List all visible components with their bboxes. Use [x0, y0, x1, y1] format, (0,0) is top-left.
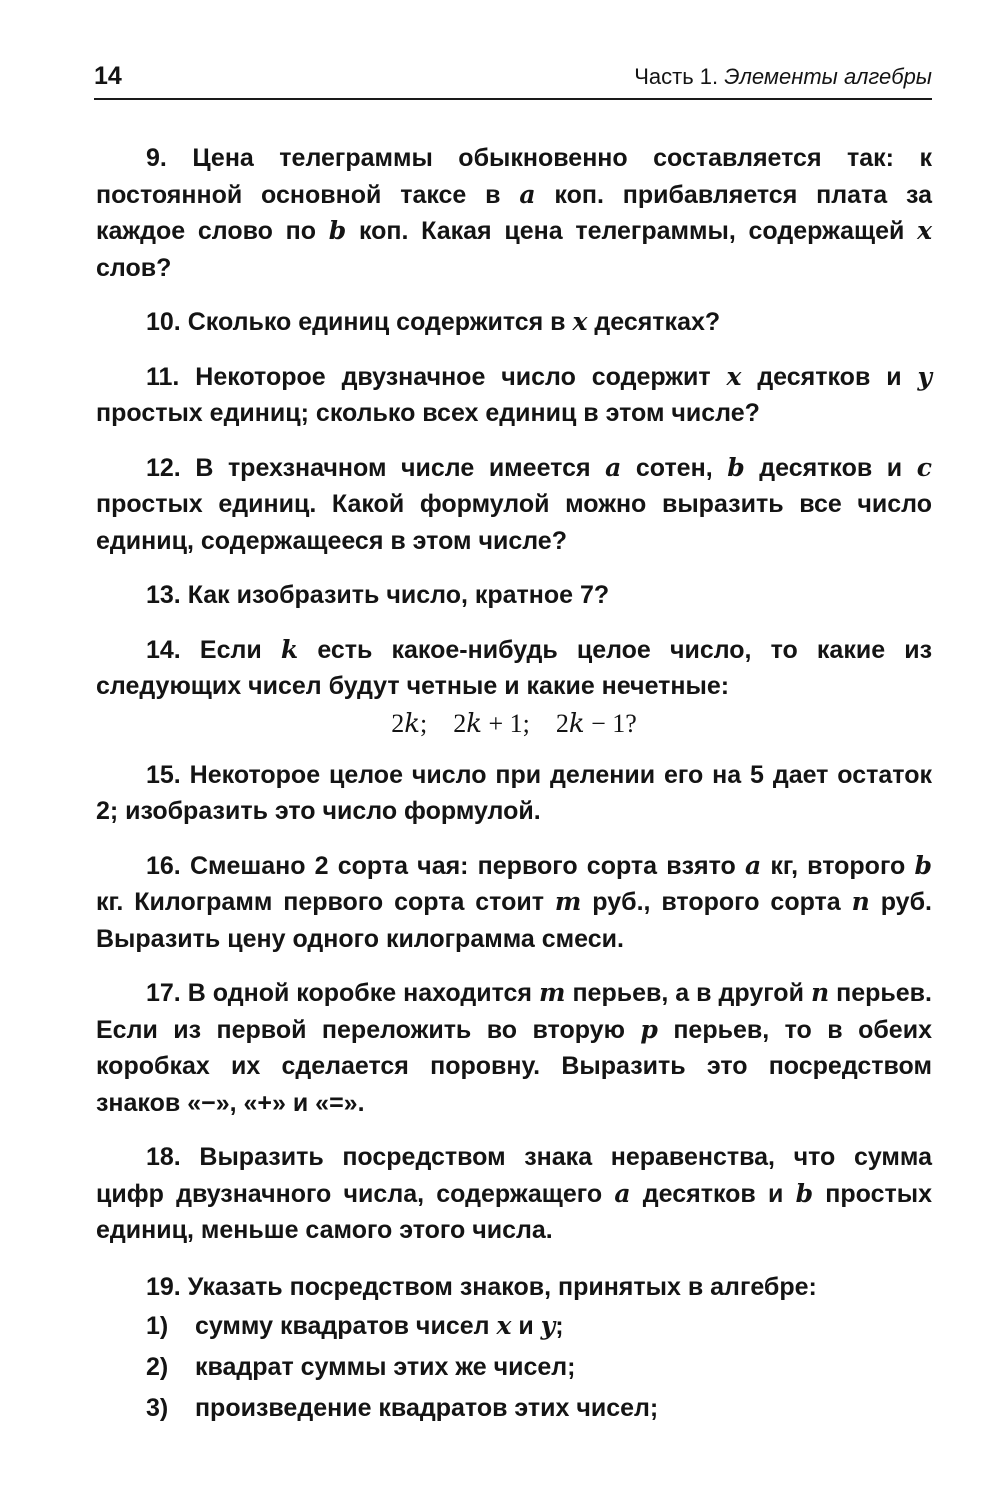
variable: k: [466, 708, 482, 739]
problem-text: Как изобразить число, кратное 7?: [187, 581, 610, 609]
problem-17: [96, 975, 932, 1121]
list-text: квадрат суммы этих же чисел;: [194, 1353, 576, 1381]
variable: x: [496, 1311, 512, 1340]
part-title: Элементы алгебры: [724, 64, 932, 89]
problem-9: [96, 140, 932, 286]
problem-text: коп. прибавляется плата за каждое слово по: [96, 180, 932, 245]
variable: b: [795, 1178, 814, 1208]
problem-text: перьев, а в другой: [572, 979, 804, 1007]
page-number: 14: [94, 62, 122, 90]
chapter-title: [634, 64, 932, 90]
problem-text: простых единиц; сколько всех единиц в этом числе?: [96, 399, 760, 427]
variable: a: [519, 179, 536, 209]
problem-text: сотен,: [635, 453, 713, 482]
variable: m: [554, 887, 582, 916]
problem-text: десятков и: [642, 1179, 784, 1208]
variable: x: [726, 361, 742, 391]
variable: a: [614, 1178, 631, 1208]
variable: a: [605, 452, 622, 482]
problem-text: Смешано 2 сорта чая: первого сорта взято: [189, 851, 736, 880]
problem-text: слов?: [96, 253, 172, 282]
variable: b: [328, 216, 347, 245]
problem-19: [96, 1269, 932, 1306]
list-text: сумму квадратов чисел: [194, 1312, 490, 1340]
variable: p: [640, 1014, 658, 1044]
problem-text: кг. Килограмм первого сорта стоит: [96, 888, 544, 916]
problem-text: десятков и: [759, 453, 903, 482]
subitems-list: [96, 1305, 932, 1429]
variable: k: [568, 708, 585, 739]
formula-rest: ;: [419, 708, 428, 738]
problem-number: 17.: [146, 979, 181, 1007]
part-label: Часть 1.: [634, 64, 719, 89]
formula-coef: 2: [391, 708, 405, 738]
problem-11: [96, 359, 932, 432]
list-text: ;: [555, 1312, 564, 1340]
problem-text: Указать посредством знаков, принятых в алгебре:: [187, 1272, 817, 1301]
problem-number: 18.: [146, 1143, 181, 1171]
problem-number: 14.: [146, 635, 181, 664]
variable: b: [914, 850, 932, 880]
problem-text: Некоторое целое число при делении его на 5 дает остаток 2; изобразить это число формулой.: [96, 760, 933, 825]
running-head: [94, 58, 932, 100]
list-marker: 2): [146, 1353, 169, 1381]
variable: x: [572, 307, 588, 336]
problem-number: 12.: [146, 453, 181, 482]
problem-text: Если: [199, 635, 262, 664]
formula-line: [96, 709, 932, 739]
variable: y: [917, 361, 932, 391]
variable: b: [727, 452, 745, 482]
problem-16: [96, 848, 932, 958]
formula-coef: 2: [453, 708, 467, 738]
variable: c: [916, 452, 932, 482]
variable: m: [539, 978, 566, 1007]
problem-number: 15.: [146, 760, 181, 789]
problem-text: есть какое-нибудь целое число, то какие из следующих чисел будут четные и какие нечетные:: [96, 635, 933, 700]
problem-text: Некоторое двузначное число содержит: [195, 362, 711, 391]
formula-coef: 2: [555, 708, 569, 738]
problem-18: [96, 1139, 932, 1249]
problem-text: Сколько единиц содержится в: [187, 308, 566, 336]
problem-text: В трехзначном числе имеется: [195, 453, 591, 482]
problem-number: 11.: [146, 362, 180, 391]
list-text: и: [518, 1312, 534, 1340]
variable: y: [540, 1311, 556, 1340]
variable: a: [744, 850, 762, 880]
problems-list: [96, 140, 932, 1429]
problem-text: Цена телеграммы обыкновенно составляется так: к постоянной основной таксе в: [96, 144, 932, 209]
problem-number: 9.: [146, 144, 167, 172]
problem-number: 16.: [146, 851, 181, 880]
problem-number: 10.: [146, 308, 181, 336]
problem-text: перьев. Если из первой переложить во вторую: [96, 979, 932, 1044]
variable: k: [404, 708, 420, 739]
problem-text: простых единиц. Какой формулой можно выразить все число единиц, содержащееся в этом числе?: [96, 490, 932, 555]
problem-13: [96, 577, 932, 614]
problem-10: [96, 304, 932, 341]
formula-rest: + 1;: [481, 708, 530, 738]
list-item: [96, 1347, 932, 1388]
problem-14: [96, 632, 932, 705]
formula-rest: − 1?: [584, 708, 637, 738]
list-marker: 3): [146, 1394, 169, 1422]
problem-15: [96, 757, 932, 830]
problem-12: [96, 450, 932, 560]
list-item: [96, 1305, 932, 1347]
problem-text: Выразить посредством знака неравенства, что сумма цифр двузначного числа, содержащего: [96, 1143, 932, 1208]
variable: x: [917, 216, 932, 245]
problem-text: руб., второго сорта: [592, 888, 841, 916]
list-item: [96, 1388, 932, 1429]
problem-text: десятков и: [757, 362, 902, 391]
problem-text: руб. Выразить цену одного килограмма смеси.: [96, 888, 932, 953]
variable: n: [810, 978, 830, 1007]
problem-text: кг, второго: [770, 851, 906, 880]
variable: n: [851, 887, 870, 916]
list-text: произведение квадратов этих чисел;: [194, 1394, 659, 1422]
list-marker: 1): [146, 1312, 169, 1340]
variable: k: [280, 634, 299, 664]
problem-text: В одной коробке находится: [187, 979, 533, 1007]
problem-text: перьев, то в обеих коробках их сделается поровну. Выразить это посредством знаков «−», «+» и «=».: [96, 1015, 932, 1117]
problem-number: 19.: [146, 1272, 181, 1301]
problem-text: десятках?: [594, 308, 721, 336]
problem-text: коп. Какая цена телеграммы, содержащей: [358, 217, 905, 245]
problem-number: 13.: [146, 581, 181, 609]
problem-text: простых единиц, меньше самого этого числа.: [96, 1179, 932, 1244]
